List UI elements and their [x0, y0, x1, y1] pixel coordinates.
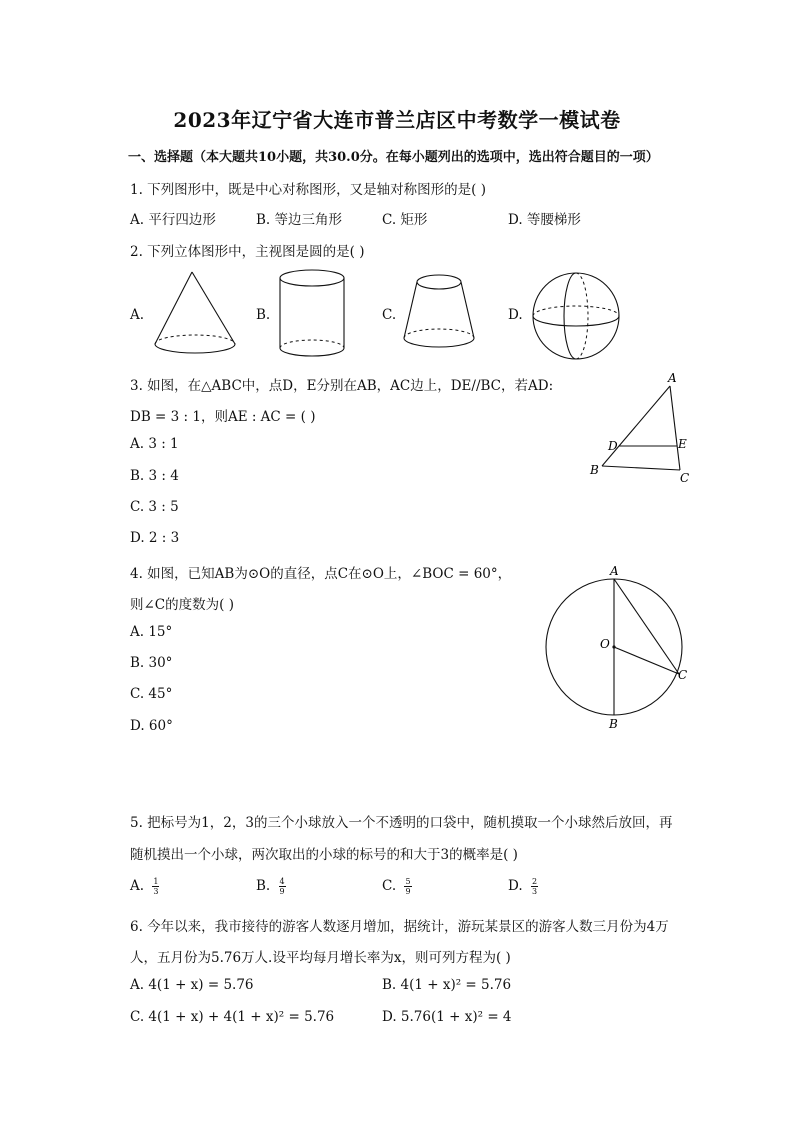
question-2-label-d: D.	[508, 307, 523, 323]
question-1-stem: 1. 下列图形中，既是中心对称图形，又是轴对称图形的是( )	[130, 182, 486, 198]
cylinder-figure	[276, 266, 348, 362]
question-1-option-d: D. 等腰梯形	[508, 212, 581, 228]
triangle-label-a: A	[668, 371, 677, 385]
question-4-option-c: C. 45°	[130, 686, 173, 702]
triangle-label-d: D	[608, 439, 618, 453]
numerator: 5	[405, 877, 411, 886]
denominator: 9	[405, 887, 411, 896]
question-5-line-1: 5. 把标号为1，2，3的三个小球放入一个不透明的口袋中，随机摸取一个小球然后放回，再	[130, 815, 673, 831]
question-4-option-a: A. 15°	[130, 624, 173, 640]
triangle-figure	[584, 368, 694, 486]
question-2-label-b: B.	[256, 307, 271, 323]
question-1-option-c: C. 矩形	[382, 212, 428, 228]
question-4-option-b: B. 30°	[130, 655, 173, 671]
page-title: 2023年辽宁省大连市普兰店区中考数学一模试卷	[173, 108, 621, 132]
circle-label-b: B	[609, 717, 618, 731]
question-2-label-c: C.	[382, 307, 397, 323]
question-2-label-a: A.	[130, 307, 145, 323]
question-6-line-1: 6. 今年以来，我市接待的游客人数逐月增加，据统计，游玩某景区的游客人数三月份为4万	[130, 919, 669, 935]
numerator: 2	[531, 877, 538, 886]
question-4-line-2: 则∠C的度数为( )	[130, 597, 234, 613]
option-label: B.	[256, 878, 271, 894]
option-label: A.	[130, 878, 145, 894]
option-label: D.	[508, 878, 523, 894]
question-5-line-2: 随机摸出一个小球，两次取出的小球的标号的和大于3的概率是( )	[130, 847, 518, 863]
numerator: 1	[153, 877, 159, 886]
circle-figure	[540, 562, 700, 734]
denominator: 9	[279, 887, 285, 896]
question-6-line-2: 人，五月份为5.76万人.设平均每月增长率为x，则可列方程为( )	[130, 950, 511, 966]
numerator: 4	[279, 877, 285, 886]
question-3-line-2: DB = 3 : 1，则AE : AC = ( )	[130, 409, 316, 425]
question-3-line-1: 3. 如图，在△ABC中，点D，E分别在AB，AC边上，DE//BC，若AD:	[130, 378, 554, 394]
triangle-label-b: B	[590, 463, 599, 477]
triangle-label-e: E	[678, 437, 687, 451]
question-3-option-c: C. 3 : 5	[130, 499, 179, 515]
question-6-option-b: B. 4(1 + x)² = 5.76	[382, 977, 512, 993]
triangle-label-c: C	[680, 471, 690, 485]
option-label: C.	[382, 878, 397, 894]
sphere-figure	[528, 268, 624, 364]
frustum-figure	[400, 270, 478, 360]
circle-label-a: A	[610, 564, 619, 578]
question-5-option-a	[130, 877, 159, 896]
section-header: 一、选择题（本大题共10小题，共30.0分。在每小题列出的选项中，选出符合题目的一项）	[128, 150, 659, 165]
question-5-option-c	[382, 877, 412, 896]
fraction	[531, 877, 538, 896]
question-6-option-c: C. 4(1 + x) + 4(1 + x)² = 5.76	[130, 1009, 335, 1025]
question-3-option-b: B. 3 : 4	[130, 468, 179, 484]
question-5-option-d	[508, 877, 538, 896]
fraction	[152, 877, 159, 896]
question-3-option-d: D. 2 : 3	[130, 530, 180, 546]
question-2-stem: 2. 下列立体图形中，主视图是圆的是( )	[130, 244, 365, 260]
cone-figure	[150, 268, 240, 360]
circle-label-c: C	[678, 668, 688, 682]
question-6-option-a: A. 4(1 + x) = 5.76	[130, 977, 254, 993]
question-6-option-d: D. 5.76(1 + x)² = 4	[382, 1009, 512, 1025]
circle-label-o: O	[600, 637, 610, 651]
question-1-option-b: B. 等边三角形	[256, 212, 343, 228]
denominator: 3	[531, 887, 538, 896]
question-3-option-a: A. 3 : 1	[130, 436, 179, 452]
question-4-line-1: 4. 如图，已知AB为⊙O的直径，点C在⊙O上，∠BOC = 60°，	[130, 566, 512, 582]
question-1-option-a: A. 平行四边形	[130, 212, 216, 228]
denominator: 3	[153, 887, 159, 896]
fraction	[279, 877, 286, 896]
question-5-option-b	[256, 877, 286, 896]
question-4-option-d: D. 60°	[130, 718, 173, 734]
fraction	[404, 877, 411, 896]
